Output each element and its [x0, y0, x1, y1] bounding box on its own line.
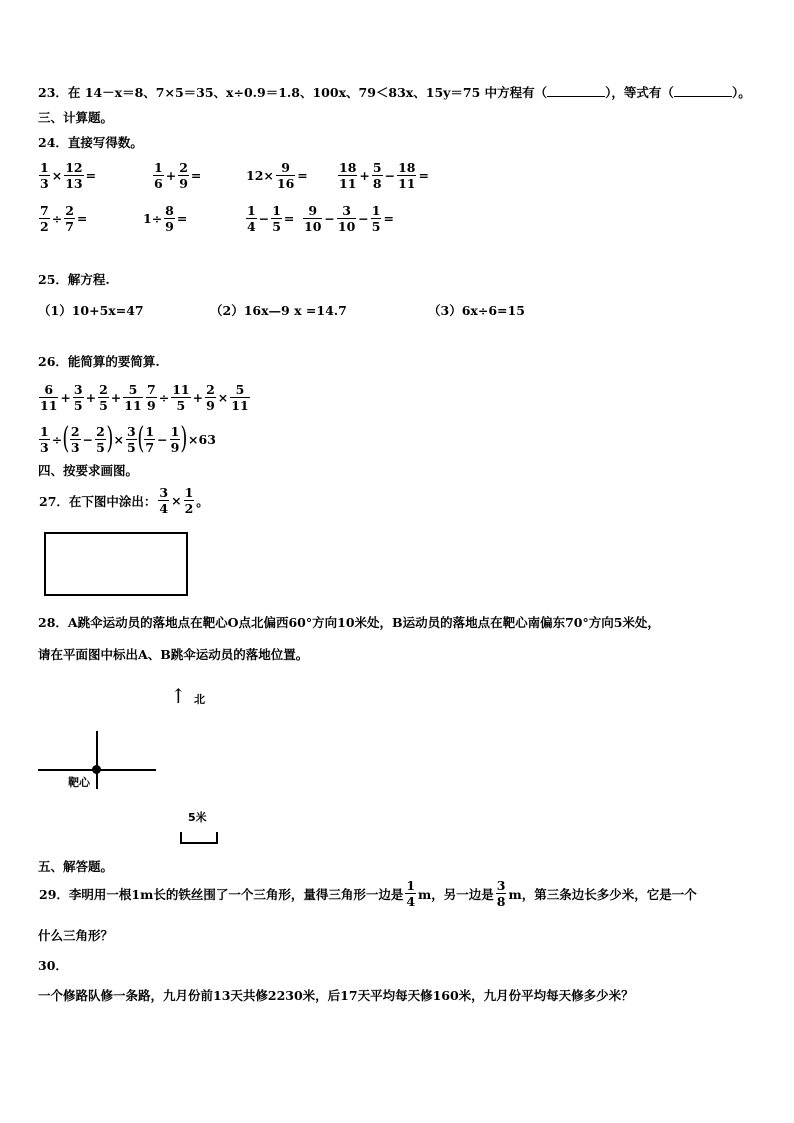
q24-r2c2: 1÷ $\frac{8}{9}$ =	[143, 203, 188, 234]
section-5-heading: 五、解答题。	[38, 859, 114, 874]
question-27: 27．在下图中涂出： $\frac{3}{4}$ × $\frac{1}{2}$ 。	[39, 485, 209, 516]
fraction: $\frac{3}{8}$	[496, 878, 506, 909]
q28-line-2: 请在平面图中标出A、B跳伞运动员的落地位置。	[38, 647, 309, 662]
fraction: $\frac{8}{9}$	[165, 203, 174, 234]
target-center-label: 靶心	[68, 776, 90, 789]
fraction: $\frac{2}{9}$	[179, 160, 188, 191]
q29-line-2: 什么三角形？	[38, 928, 114, 943]
fraction: $\frac{5}{8}$	[372, 160, 382, 191]
shading-rectangle[interactable]	[44, 532, 188, 596]
q25-title: 25．解方程.	[38, 272, 110, 287]
scale-label: 5米	[188, 811, 207, 824]
q24-title: 24．直接写得数。	[38, 135, 143, 150]
q28-line-1: 28．A跳伞运动员的落地点在靶心O点北偏西60°方向10米处，B运动员的落地点在靶心南偏东70°方向5米处，	[38, 615, 660, 630]
q30-title: 30．	[38, 958, 68, 973]
fraction: $\frac{18}{11}$	[398, 160, 416, 191]
fraction: $\frac{9}{10}$	[304, 203, 322, 234]
question-23	[38, 84, 751, 101]
scale-bar	[180, 832, 218, 844]
q26-expr-1: $\frac{6}{11}$ + $\frac{3}{5}$ + $\frac{2}{5}$ + $\frac{5}{11}$	[40, 382, 142, 413]
question-29-line-1: 29．李明用一根1m长的铁丝围了一个三角形，量得三角形一边是 $\frac{1}{4}$ m，另一边是 $\frac{3}{8}$ m，第三条边长多少米，它是一个	[39, 878, 697, 909]
section-4-heading: 四、按要求画图。	[38, 463, 139, 478]
north-arrow-icon: ↑	[170, 684, 187, 708]
q24-r1c4: $\frac{18}{11}$ + $\frac{5}{8}$ − $\frac{18}{11}$ =	[339, 160, 429, 191]
q23-end: ）。	[731, 85, 751, 100]
answer-blank-equalities[interactable]	[674, 84, 732, 97]
q24-r2c1: $\frac{7}{2}$ ÷ $\frac{2}{7}$ =	[40, 203, 88, 234]
vertical-axis	[96, 731, 98, 789]
q25-part1: （1）10+5x=47	[38, 303, 144, 318]
answer-blank-equations[interactable]	[547, 84, 605, 97]
fraction: $\frac{12}{13}$	[65, 160, 83, 191]
fraction: $\frac{1}{4}$	[247, 203, 256, 234]
q25-part3: （3）6x÷6=15	[428, 303, 525, 318]
q23-mid: ），等式有（	[605, 85, 674, 100]
fraction: $\frac{1}{5}$	[371, 203, 381, 234]
q23-text: 23．在 14－x＝8、7×5＝35、x÷0.9＝1.8、100x、79＜83x、15y＝75 中方程有（	[38, 85, 548, 100]
target-center-dot	[92, 765, 101, 774]
q24-r1c2: $\frac{1}{6}$ + $\frac{2}{9}$ =	[154, 160, 202, 191]
fraction: $\frac{18}{11}$	[339, 160, 357, 191]
q24-r1c3: 12× $\frac{9}{16}$ =	[246, 160, 308, 191]
q26-expr-3: $\frac{1}{3}$ ÷( $\frac{2}{3}$ − $\frac{2}{5}$ )× $\frac{3}{5}$ ( $\frac{1}{7}$ − $\frac{1}{9}$ )×63	[40, 421, 216, 456]
fraction: $\frac{9}{16}$	[276, 160, 295, 191]
north-label: 北	[194, 693, 205, 706]
q26-title: 26．能简算的要简算.	[38, 354, 160, 369]
fraction: $\frac{7}{2}$	[40, 203, 49, 234]
q24-r2c4: $\frac{9}{10}$ − $\frac{3}{10}$ − $\frac{1}{5}$ =	[304, 203, 394, 234]
fraction: $\frac{1}{4}$	[406, 878, 416, 909]
q27-text: 27．在下图中涂出：	[39, 493, 157, 509]
fraction: $\frac{2}{7}$	[65, 203, 74, 234]
fraction: $\frac{3}{10}$	[337, 203, 356, 234]
fraction: $\frac{1}{6}$	[154, 160, 163, 191]
q30-text: 一个修路队修一条路，九月份前13天共修2230米，后17天平均每天修160米，九月份平均每天修多少米？	[38, 988, 634, 1003]
fraction: $\frac{1}{3}$	[40, 160, 49, 191]
section-3-heading: 三、计算题。	[38, 110, 114, 125]
q24-r1c1: $\frac{1}{3}$ × $\frac{12}{13}$ =	[40, 160, 97, 191]
q25-part2: （2）16x—9 x =14.7	[210, 303, 347, 318]
q26-expr-2: $\frac{7}{9}$ ÷ $\frac{11}{5}$ + $\frac{2}{9}$ × $\frac{5}{11}$	[147, 382, 249, 413]
fraction: $\frac{1}{5}$	[272, 203, 281, 234]
q24-r2c3: $\frac{1}{4}$ − $\frac{1}{5}$ =	[247, 203, 295, 234]
